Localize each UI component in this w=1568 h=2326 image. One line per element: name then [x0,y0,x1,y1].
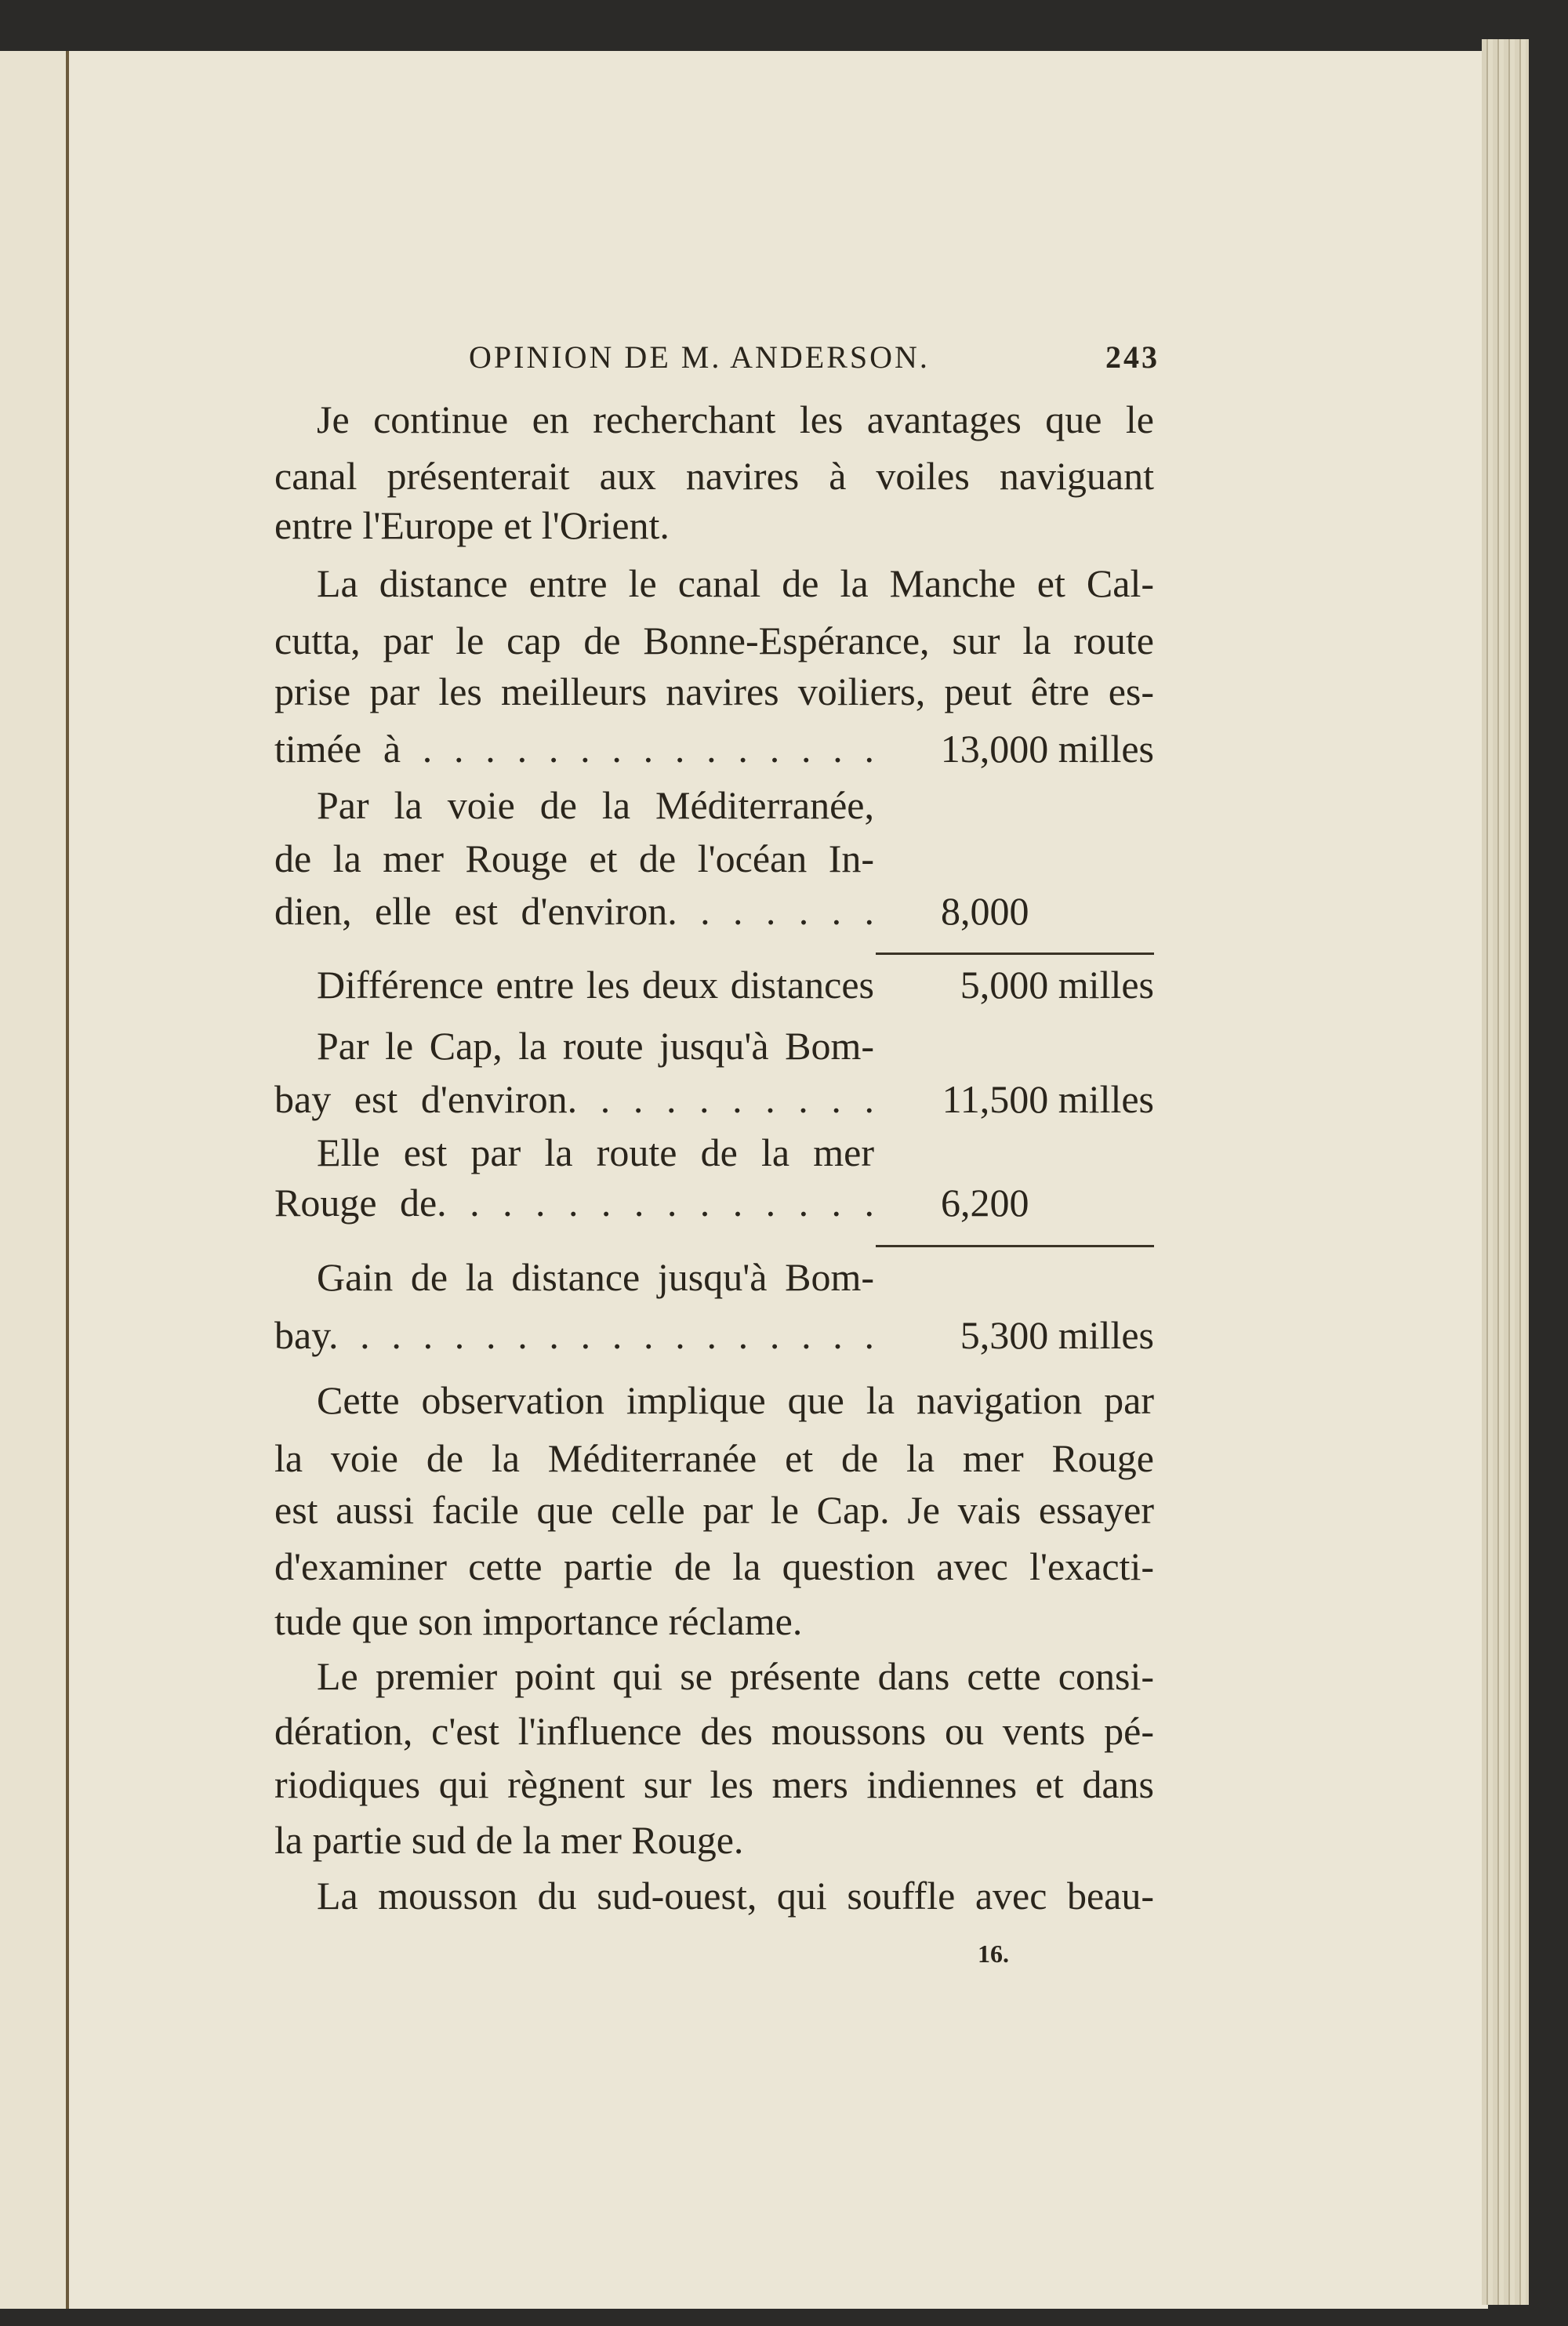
row-label: Elle est par la route de la mer [317,1130,874,1174]
table-row [274,1315,1154,1359]
table-row [274,1130,1154,1177]
body-line: cutta, par le cap de Bonne-Espérance, sur la route [274,619,1154,662]
table-row [274,1183,1154,1227]
body-line: La distance entre le canal de la Manche et Cal- [317,561,1154,605]
table-row [274,783,1154,829]
table-row [274,1077,1154,1123]
row-value: 8,000 [941,889,1029,933]
running-header: OPINION DE M. ANDERSON. [469,339,930,375]
row-label: Par le Cap, la route jusqu'à Bom- [317,1024,874,1068]
body-line: Le premier point qui se présente dans cette consi- [317,1654,1154,1698]
body-line: la voie de la Méditerranée et de la mer Rouge [274,1436,1154,1480]
row-value: 5,000 milles [960,963,1154,1007]
row-value: 5,300 milles [960,1313,1154,1357]
page-stack-edges [1482,39,1529,2305]
body-line: dération, c'est l'influence des moussons ou vents pé- [274,1709,1154,1753]
body-line: entre l'Europe et l'Orient. [274,503,670,547]
row-label: timée à . . . . . . . . . . . . . . . [274,727,874,771]
body-line: Cette observation implique que la navigation par [317,1378,1154,1422]
row-value: 13,000 milles [940,727,1154,771]
facing-page-edge [0,51,68,2309]
table-row [274,965,1154,1009]
row-label: Par la voie de la Méditerranée, [317,783,874,827]
row-label: Gain de la distance jusqu'à Bom- [317,1255,874,1299]
row-value: 11,500 milles [942,1077,1154,1121]
table-row [274,1026,1154,1070]
sum-rule [876,1245,1154,1247]
body-line: tude que son importance réclame. [274,1599,803,1643]
body-line: prise par les meilleurs navires voiliers, peut être es- [274,669,1154,713]
row-label: bay est d'environ. . . . . . . . . . [274,1077,874,1121]
body-line: d'examiner cette partie de la question avec l'exacti- [274,1544,1154,1588]
body-line: est aussi facile que celle par le Cap. Je vais essayer [274,1488,1154,1532]
table-row [274,836,1154,883]
table-row [274,729,1154,773]
page-number: 243 [1105,339,1160,375]
body-line: Je continue en recherchant les avantages que le [317,397,1154,441]
sum-rule [876,953,1154,955]
row-label: dien, elle est d'environ. . . . . . . [274,889,874,933]
body-line: La mousson du sud-ouest, qui souffle avec beau- [317,1874,1154,1918]
body-line: riodiques qui règnent sur les mers indiennes et dans [274,1762,1154,1806]
table-row [274,891,1154,935]
signature-mark: 16. [978,1940,1009,1968]
row-label: Rouge de. . . . . . . . . . . . . . [274,1181,874,1225]
row-value: 6,200 [941,1181,1029,1225]
row-label: bay. . . . . . . . . . . . . . . . . . [274,1313,874,1357]
body-line: canal présenterait aux navires à voiles naviguant [274,454,1154,498]
table-row [274,1257,1154,1301]
row-label: Différence entre les deux distances [317,963,874,1007]
row-label: de la mer Rouge et de l'océan In- [274,836,874,880]
body-line: la partie sud de la mer Rouge. [274,1818,744,1862]
book-page [69,51,1488,2309]
